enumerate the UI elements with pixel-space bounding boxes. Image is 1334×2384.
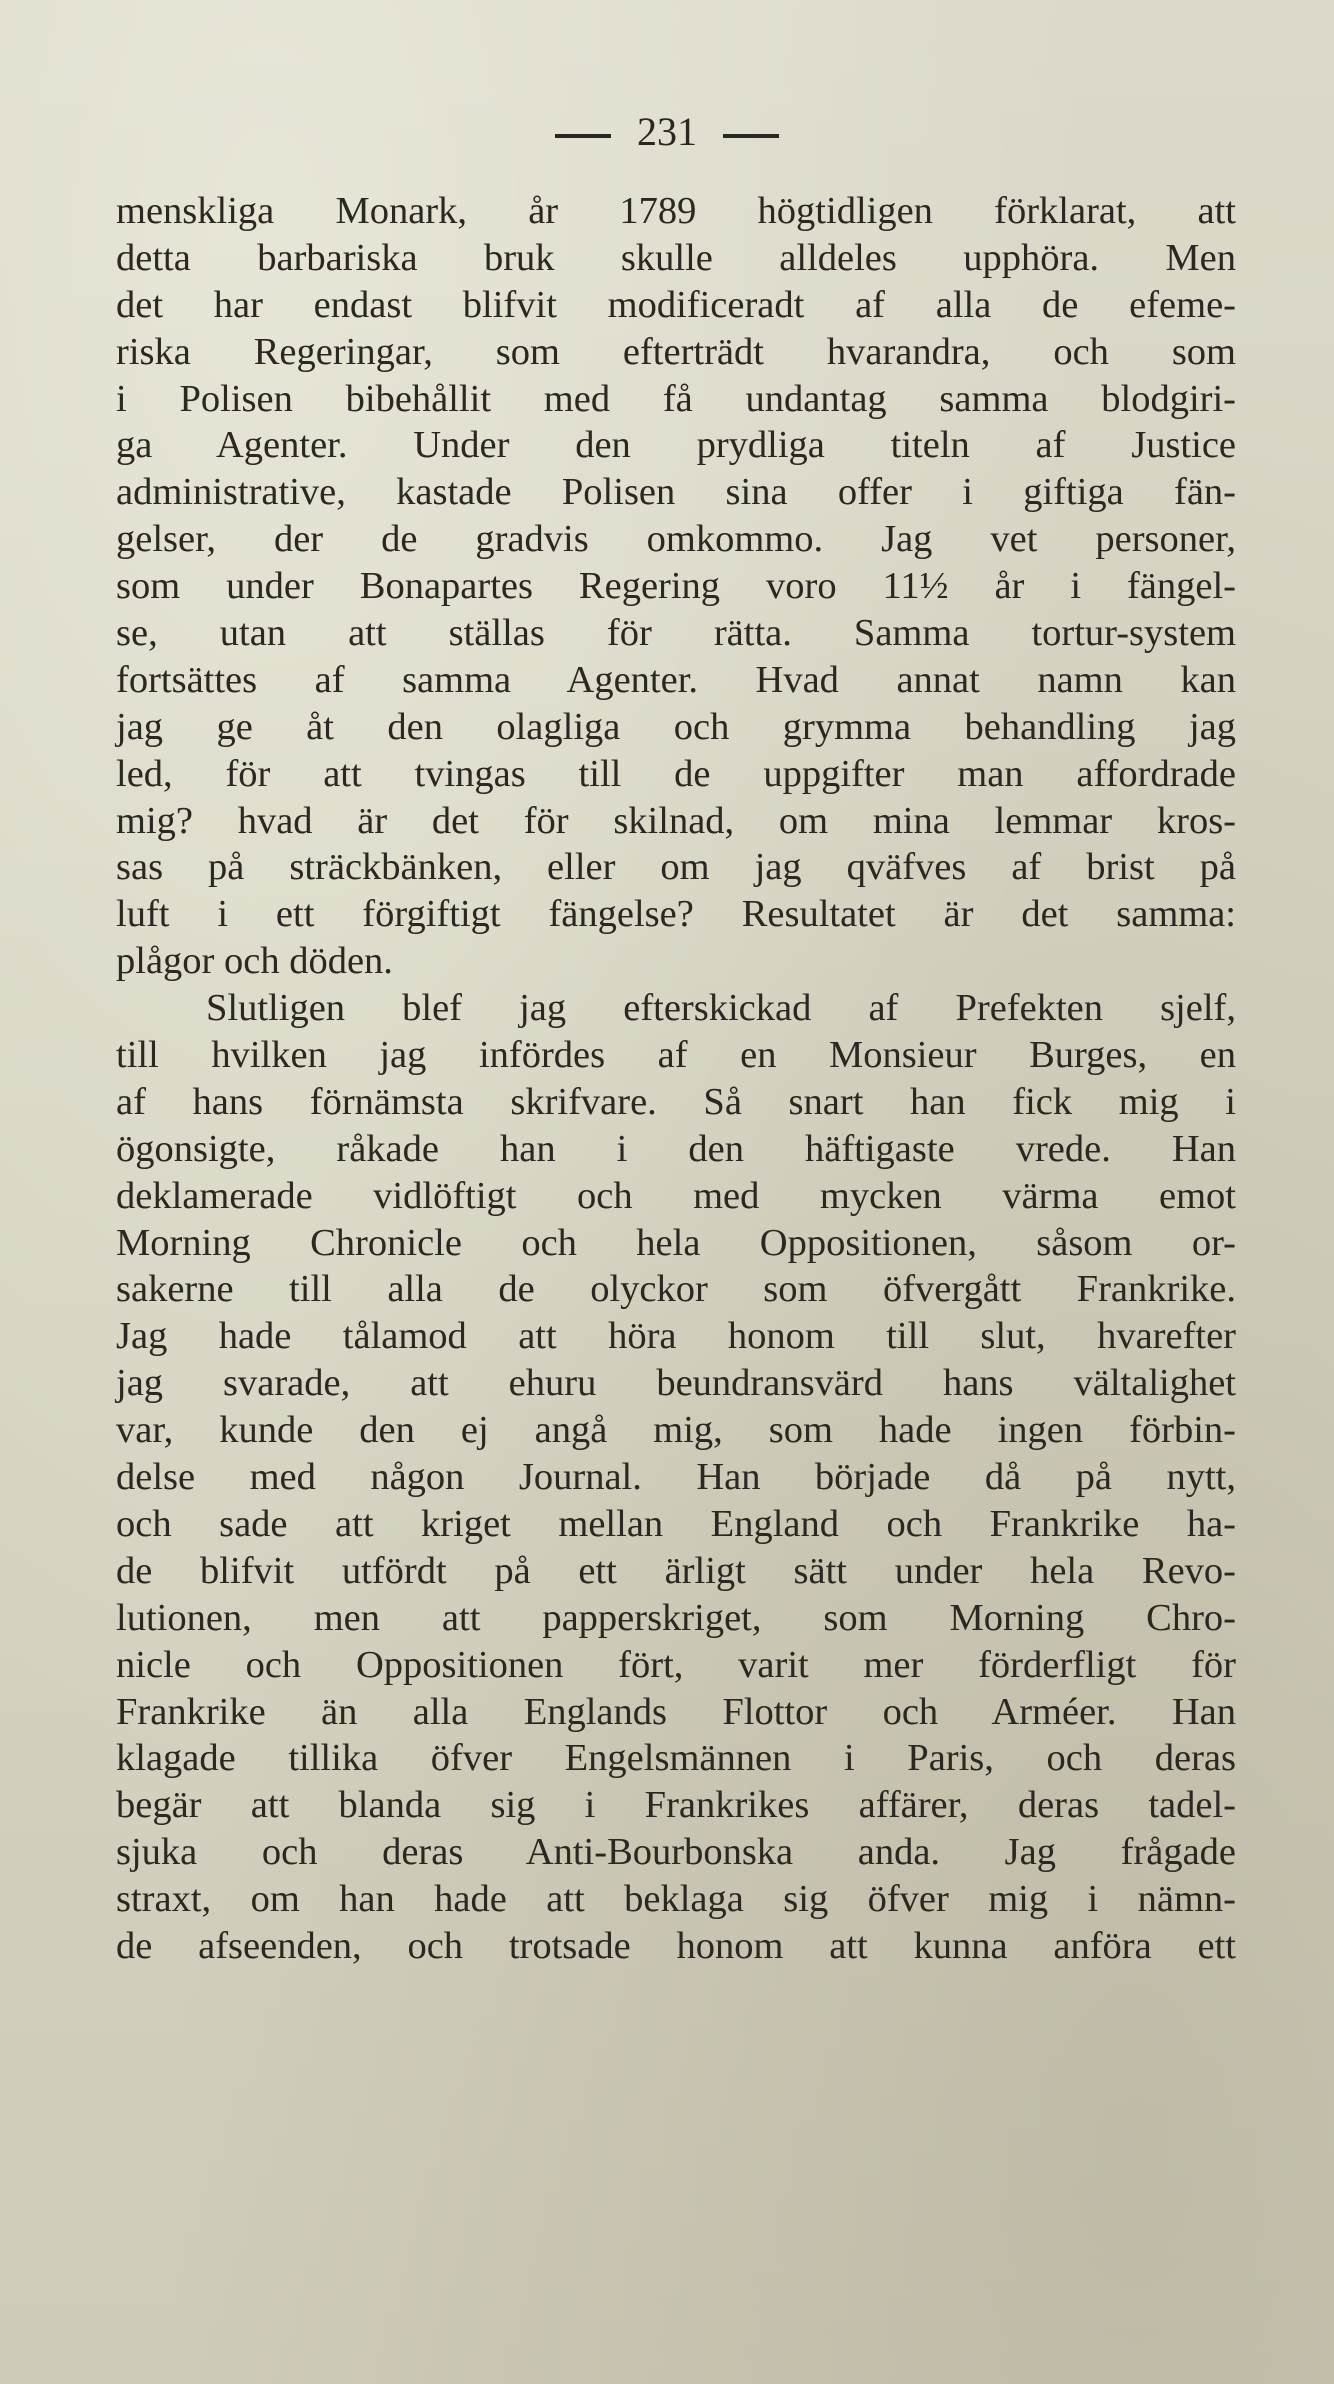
page-header bbox=[0, 108, 1334, 155]
text-line: ögonsigte, råkade han i den häftigaste vrede. Han bbox=[116, 1127, 1236, 1170]
text-line: klagade tillika öfver Engelsmännen i Paris, och deras bbox=[116, 1737, 1236, 1780]
text-line: jag ge åt den olagliga och grymma behandling jag bbox=[116, 705, 1236, 748]
text-line: fortsättes af samma Agenter. Hvad annat namn kan bbox=[116, 658, 1236, 701]
text-line: luft i ett förgiftigt fängelse? Resultatet är det samma: bbox=[116, 893, 1236, 936]
text-line: led, för att tvingas till de uppgifter man affordrade bbox=[116, 752, 1236, 795]
text-line: var, kunde den ej angå mig, som hade ingen förbin- bbox=[116, 1409, 1236, 1452]
header-dash-right bbox=[723, 134, 779, 138]
text-line: se, utan att ställas för rätta. Samma tortur-system bbox=[116, 612, 1236, 655]
text-line: riska Regeringar, som efterträdt hvarandra, och som bbox=[116, 330, 1236, 373]
header-dash-left bbox=[555, 134, 611, 138]
text-line: sas på sträckbänken, eller om jag qväfves af brist på bbox=[116, 846, 1236, 889]
text-line: Frankrike än alla Englands Flottor och Arméer. Han bbox=[116, 1690, 1236, 1733]
text-line-paragraph-start: Slutligen blef jag efterskickad af Prefekten sjelf, bbox=[206, 987, 1236, 1030]
text-line: sjuka och deras Anti-Bourbonska anda. Jag frågade bbox=[116, 1831, 1236, 1874]
text-line: Morning Chronicle och hela Oppositionen, såsom or- bbox=[116, 1221, 1236, 1264]
text-line: lutionen, men att papperskriget, som Morning Chro- bbox=[116, 1596, 1236, 1639]
text-line: begär att blanda sig i Frankrikes affärer, deras tadel- bbox=[116, 1784, 1236, 1827]
text-line: de blifvit utfördt på ett ärligt sätt under hela Revo- bbox=[116, 1549, 1236, 1592]
text-line: ga Agenter. Under den prydliga titeln af Justice bbox=[116, 424, 1236, 467]
text-line: mig? hvad är det för skilnad, om mina lemmar kros- bbox=[116, 799, 1236, 842]
text-line: administrative, kastade Polisen sina offer i giftiga fän- bbox=[116, 471, 1236, 514]
text-line: deklamerade vidlöftigt och med mycken värma emot bbox=[116, 1174, 1236, 1217]
text-line: till hvilken jag infördes af en Monsieur Burges, en bbox=[116, 1034, 1236, 1077]
text-line: Jag hade tålamod att höra honom till slut, hvarefter bbox=[116, 1315, 1236, 1358]
text-line: och sade att kriget mellan England och Frankrike ha- bbox=[116, 1502, 1236, 1545]
page-number: 231 bbox=[637, 109, 697, 154]
text-line-paragraph-end: plågor och döden. bbox=[116, 940, 393, 983]
text-line: gelser, der de gradvis omkommo. Jag vet personer, bbox=[116, 518, 1236, 561]
text-line: menskliga Monark, år 1789 högtidligen förklarat, att bbox=[116, 190, 1236, 232]
text-line: jag svarade, att ehuru beundransvärd hans vältalighet bbox=[116, 1362, 1236, 1405]
text-line: detta barbariska bruk skulle alldeles upphöra. Men bbox=[116, 236, 1236, 279]
text-line: som under Bonapartes Regering voro 11½ år i fängel- bbox=[116, 565, 1236, 608]
body-text bbox=[116, 188, 1236, 1970]
text-line: de afseenden, och trotsade honom att kunna anföra ett bbox=[116, 1924, 1236, 1967]
text-line: nicle och Oppositionen fört, varit mer förderfligt för bbox=[116, 1643, 1236, 1686]
text-line: det har endast blifvit modificeradt af alla de efeme- bbox=[116, 283, 1236, 326]
text-line: sakerne till alla de olyckor som öfvergått Frankrike. bbox=[116, 1268, 1236, 1311]
text-line: delse med någon Journal. Han började då på nytt, bbox=[116, 1456, 1236, 1499]
text-line: i Polisen bibehållit med få undantag samma blodgiri- bbox=[116, 377, 1236, 420]
text-line: straxt, om han hade att beklaga sig öfver mig i nämn- bbox=[116, 1878, 1236, 1921]
text-line: af hans förnämsta skrifvare. Så snart han fick mig i bbox=[116, 1080, 1236, 1123]
